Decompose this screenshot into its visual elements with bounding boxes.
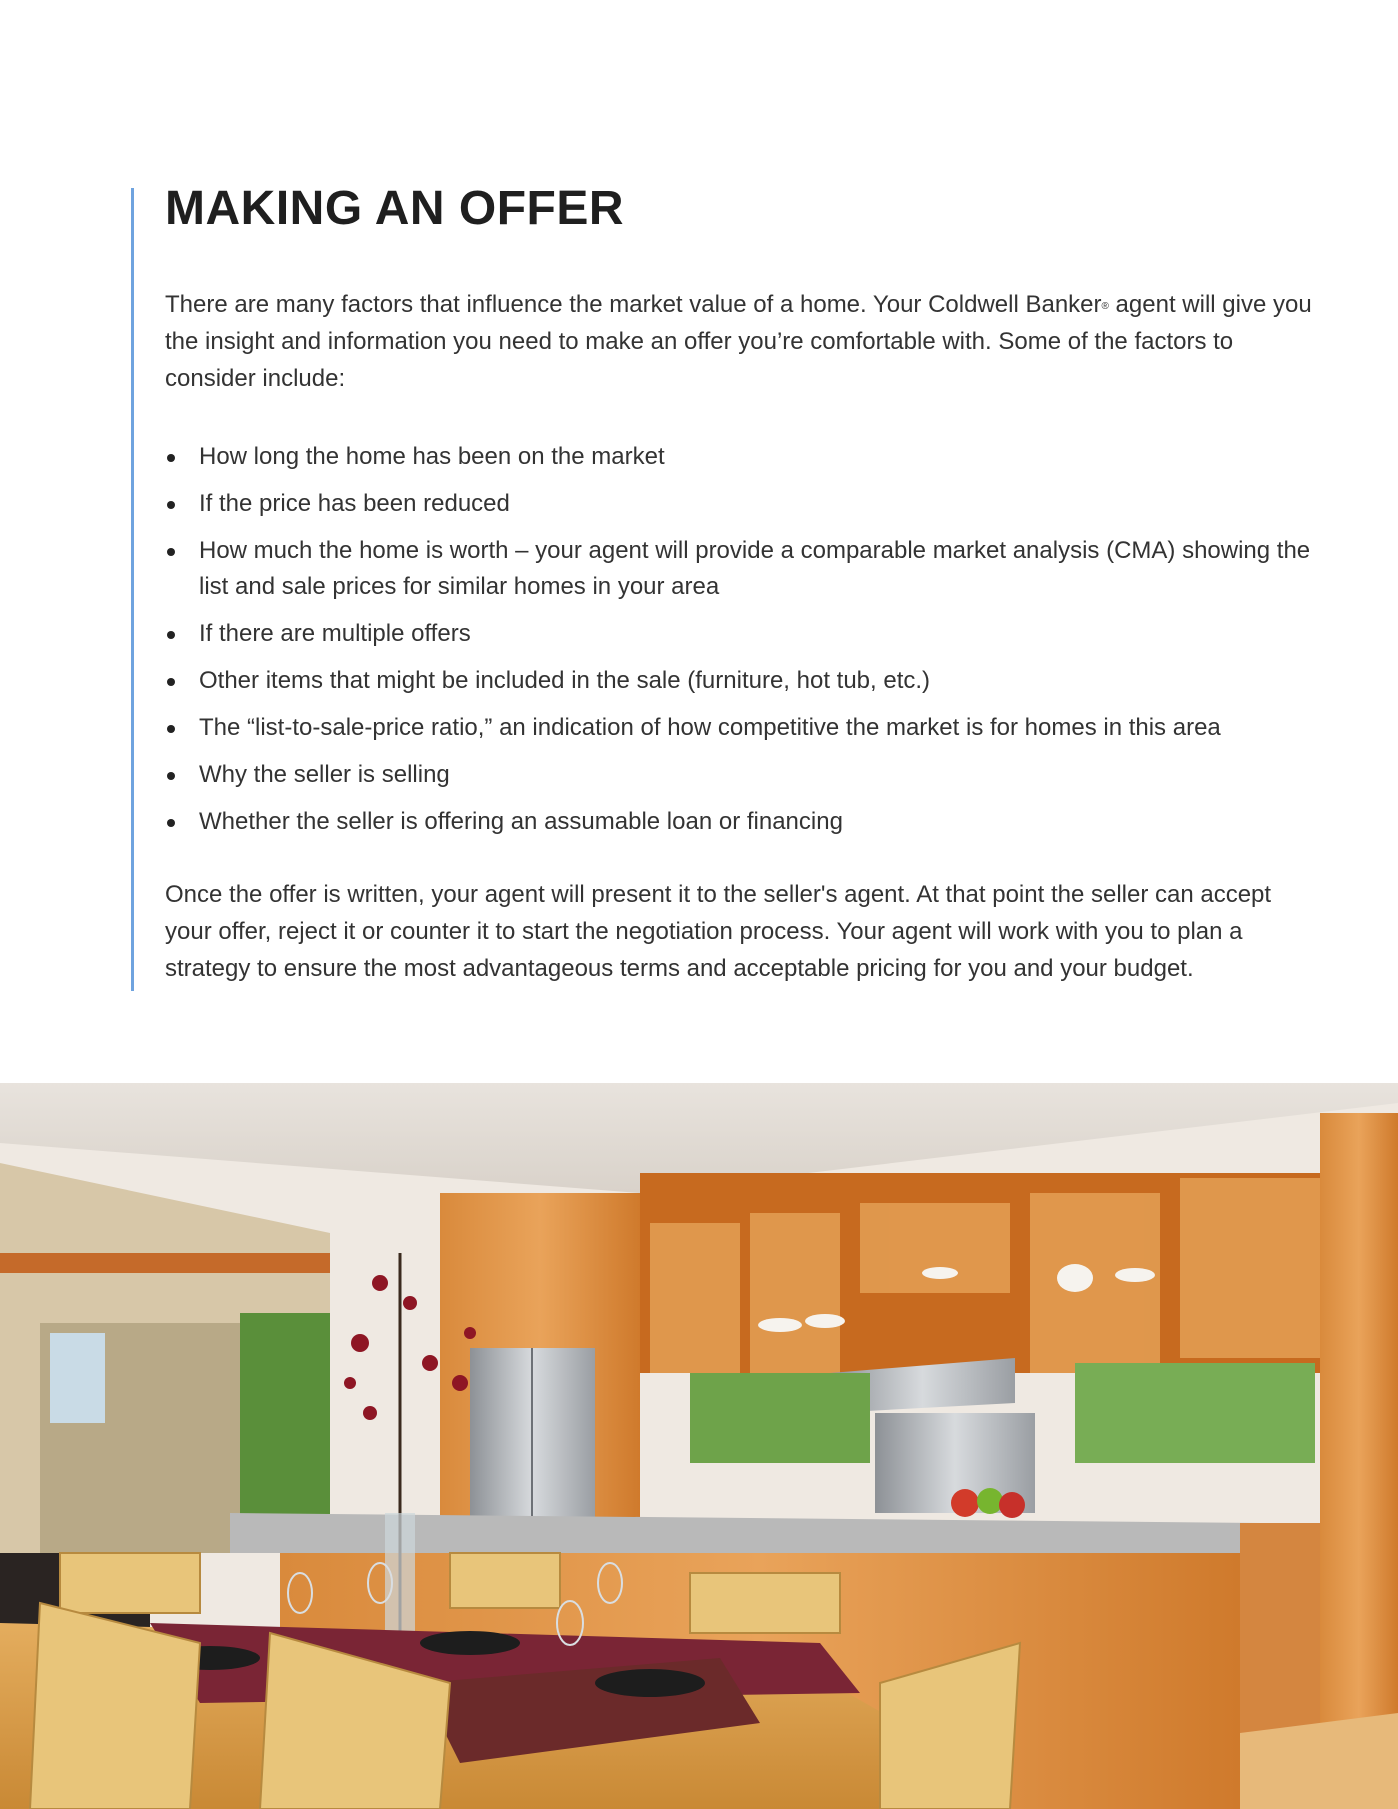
list-item-text: How much the home is worth – your agent will provide a comparable market analysis (CMA) showing the list and sale prices for similar homes in your area [199, 537, 1311, 600]
bullet-icon [167, 631, 175, 639]
list-item [165, 757, 1315, 793]
list-item [165, 710, 1315, 746]
list-item [165, 616, 1315, 652]
list-item-text: Why the seller is selling [199, 761, 450, 788]
list-item [165, 804, 1315, 840]
intro-paragraph [165, 286, 1315, 397]
list-item-text: The “list-to-sale-price ratio,” an indication of how competitive the market is for homes in this area [199, 714, 1221, 741]
bullet-icon [167, 725, 175, 733]
list-item-text: How long the home has been on the market [199, 443, 665, 470]
list-item-text: If there are multiple offers [199, 620, 471, 647]
bullet-icon [167, 678, 175, 686]
bullet-icon [167, 454, 175, 462]
bullet-icon [167, 501, 175, 509]
bullet-icon [167, 819, 175, 827]
accent-vertical-rule [131, 188, 134, 991]
kitchen-photo [0, 1083, 1398, 1809]
list-item-text: Other items that might be included in the sale (furniture, hot tub, etc.) [199, 667, 931, 694]
list-item [165, 533, 1315, 605]
factors-list [165, 439, 1315, 840]
list-item [165, 663, 1315, 699]
list-item [165, 486, 1315, 522]
page-title: MAKING AN OFFER [165, 182, 625, 235]
intro-text-end: agent will give you the insight and information you need to make an offer you’re comfortable with. Some of the factors to consider include: [165, 291, 1312, 392]
bullet-icon [167, 772, 175, 780]
list-item-text: If the price has been reduced [199, 490, 510, 517]
main-content [165, 178, 1315, 987]
bullet-icon [167, 548, 175, 556]
registered-mark: ® [1101, 301, 1109, 312]
list-item-text: Whether the seller is offering an assumable loan or financing [199, 808, 843, 835]
closing-paragraph: Once the offer is written, your agent will present it to the seller's agent. At that point the seller can accept your offer, reject it or counter it to start the negotiation process. Your agent will work with you to plan a strategy to ensure the most advantageous terms and acceptable pricing for you and your budget. [165, 881, 1272, 982]
intro-text-start: There are many factors that influence the market value of a home. Your Coldwell Banker [165, 291, 1102, 318]
list-item [165, 439, 1315, 475]
kitchen-illustration [0, 1083, 1398, 1809]
